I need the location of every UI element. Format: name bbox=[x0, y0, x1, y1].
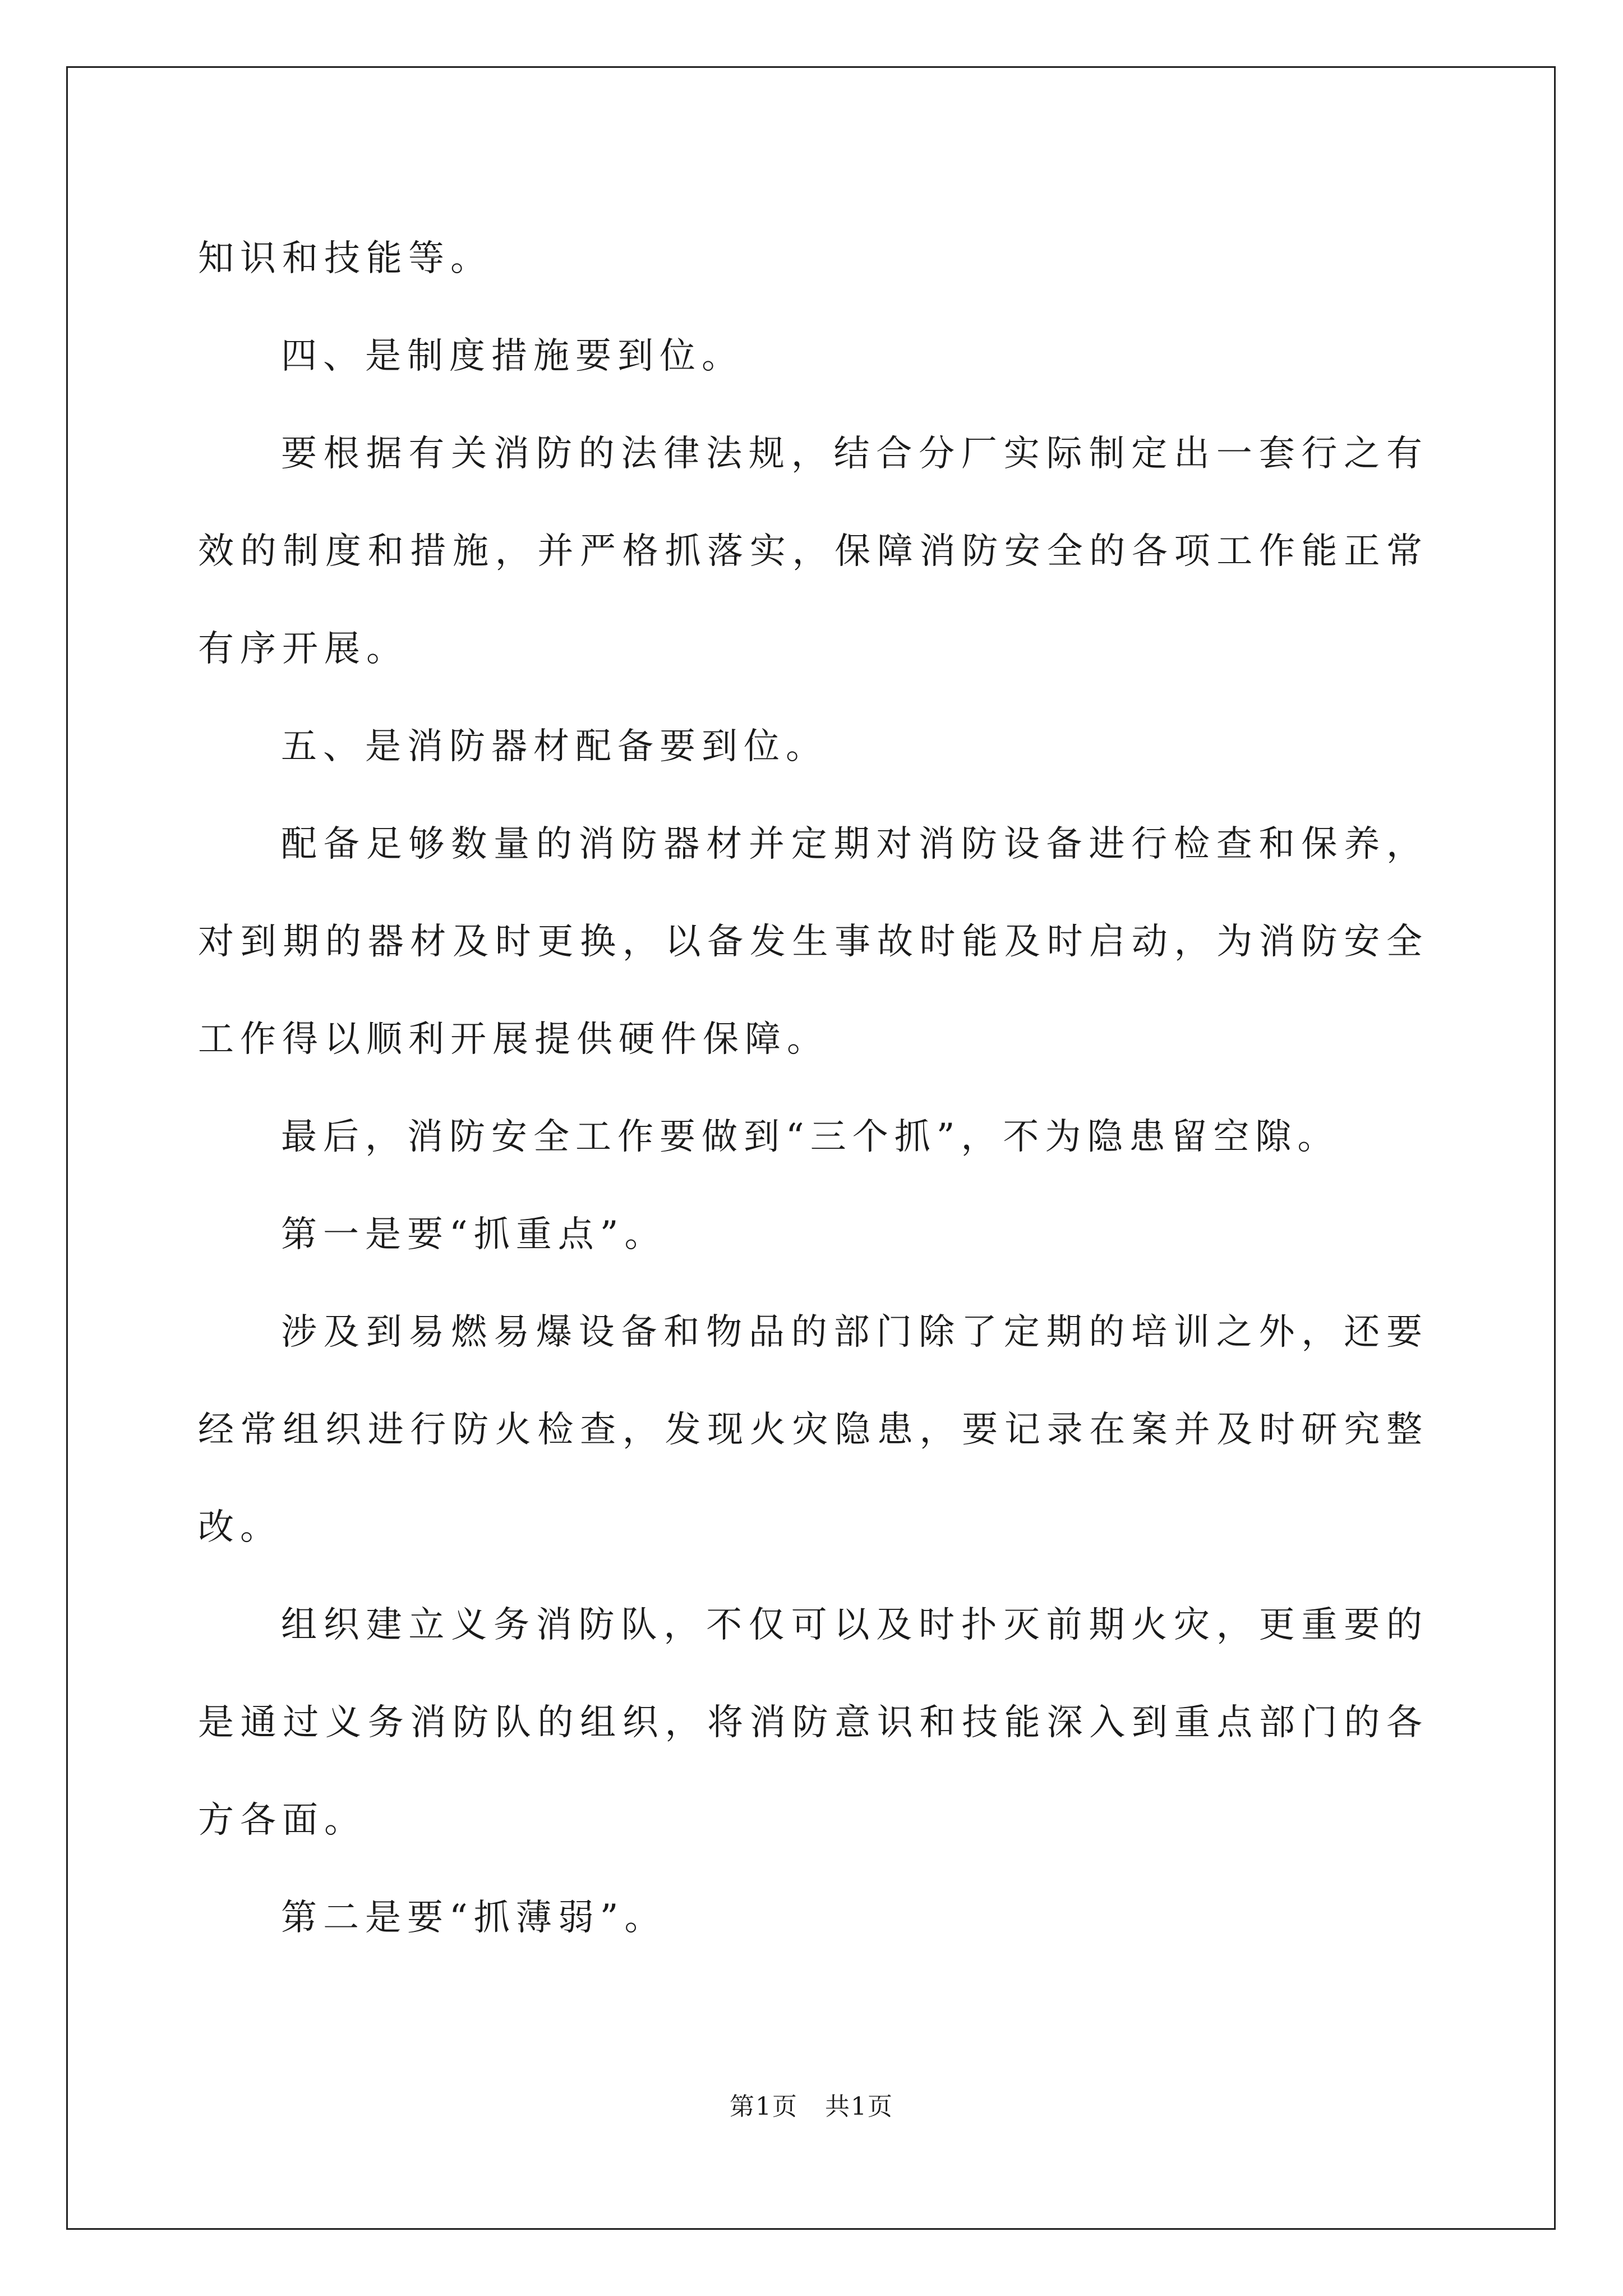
paragraph: 最后，消防安全工作要做到“三个抓”，不为隐患留空隙。 bbox=[281, 1116, 1340, 1158]
page-total: 共1页 bbox=[825, 2092, 893, 2121]
paragraph: 配备足够数量的消防器材并定期对消防设备进行检查和保养，对到期的器材及时更换，以备发生事故时能及时启动，为消防安全工作得以顺利开展提供硬件保障。 bbox=[198, 823, 1428, 1060]
section-heading: 四、是制度措施要到位。 bbox=[281, 335, 744, 377]
page-footer bbox=[0, 2090, 1623, 2124]
paragraph: 涉及到易燃易爆设备和物品的部门除了定期的培训之外，还要经常组织进行防火检查，发现火灾隐患，要记录在案并及时研究整改。 bbox=[198, 1312, 1428, 1548]
paragraph: 知识和技能等。 bbox=[198, 238, 492, 279]
document-body bbox=[198, 210, 1428, 1967]
section-heading: 五、是消防器材配备要到位。 bbox=[281, 726, 828, 767]
section-heading: 第二是要“抓薄弱”。 bbox=[281, 1897, 667, 1939]
section-heading: 第一是要“抓重点”。 bbox=[281, 1214, 667, 1255]
paragraph: 组织建立义务消防队，不仅可以及时扑灭前期火灾，更重要的是通过义务消防队的组织，将消防意识和技能深入到重点部门的各方各面。 bbox=[198, 1604, 1428, 1841]
paragraph: 要根据有关消防的法律法规，结合分厂实际制定出一套行之有效的制度和措施，并严格抓落实，保障消防安全的各项工作能正常有序开展。 bbox=[198, 433, 1428, 670]
page-number: 第1页 bbox=[730, 2092, 798, 2121]
